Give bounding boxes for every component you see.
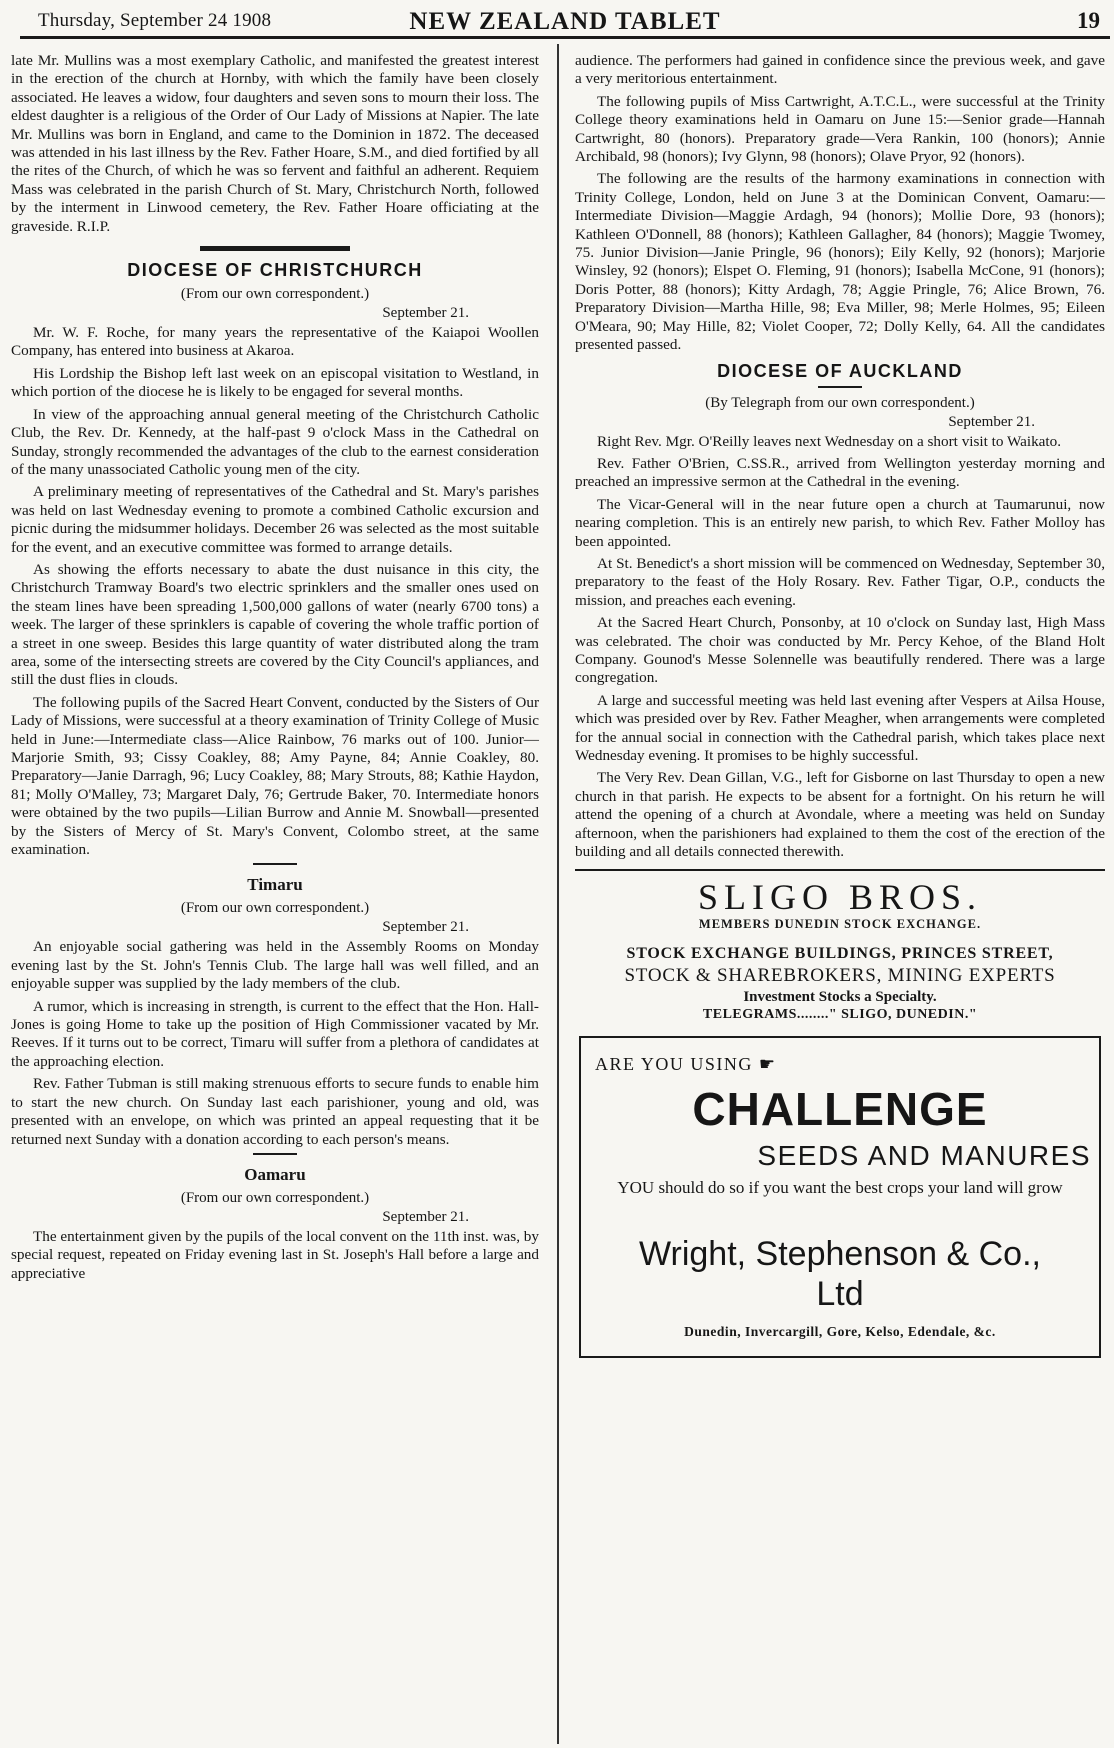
article-paragraph: As showing the efforts necessary to abate the dust nuisance in this city, the Christchurch Tramway Board's two electric sprinklers and the smaller ones used on the steam lines have been spreading 1,500,000 gallons of water (nearly 6700 tons) a week. The larger of these sprinklers is capable of covering the whole traffic portion of a street in one sweep. Besides this large quantity of water distributed along the tram area, some of the intersecting streets are covered by the City Council's appliances, and still the dust flies in clouds. bbox=[11, 560, 539, 689]
article-paragraph: The Very Rev. Dean Gillan, V.G., left for Gisborne on last Thursday to open a new church in that parish. He expects to be absent for a fortnight. On his return he will attend the opening of a church at Avondale, where a meeting was held on Sunday afternoon, when the parishioners had explained to them the cost of the erection of the building and all details connected therewith. bbox=[575, 769, 1105, 861]
article-paragraph: A preliminary meeting of representatives of the Cathedral and St. Mary's parishes was held on last Wednesday evening to promote a combined Catholic excursion and picnic during the midsummer holidays. December 26 was selected as the most suitable for the event, and an executive committee was formed to arrange details. bbox=[11, 483, 539, 556]
section-divider bbox=[818, 386, 862, 388]
article-paragraph: His Lordship the Bishop left last week on an episcopal visitation to Westland, in which portion of the diocese he is likely to be engaged for several months. bbox=[11, 364, 539, 401]
page-number: 19 bbox=[1077, 8, 1100, 33]
masthead bbox=[20, 6, 1110, 39]
left-column bbox=[11, 52, 539, 1287]
article-paragraph: At St. Benedict's a short mission will be commenced on Wednesday, September 30, preparatory to the feast of the Holy Rosary. Rev. Father Tigar, O.P., conducts the mission, and preaches each evening. bbox=[575, 554, 1105, 609]
article-paragraph: Rev. Father Tubman is still making strenuous efforts to secure funds to enable him to start the new church. On Sunday last each parishioner, young and old, was presented with an envelope, on which was printed an appeal requesting that it be returned next Sunday with a donation according to each person's means. bbox=[11, 1075, 539, 1148]
article-paragraph: Right Rev. Mgr. O'Reilly leaves next Wednesday on a short visit to Waikato. bbox=[597, 432, 1062, 450]
challenge-intro: ARE YOU USING ☛ bbox=[595, 1054, 777, 1075]
oamaru-continuation: audience. The performers had gained in confidence since the previous week, and gave a very meritorious entertainment. bbox=[575, 52, 1105, 88]
oamaru-heading: Oamaru bbox=[244, 1164, 306, 1184]
timaru-correspondent: (From our own correspondent.) bbox=[180, 900, 370, 917]
christchurch-heading: DIOCESE OF CHRISTCHURCH bbox=[127, 260, 423, 281]
column-divider bbox=[557, 44, 559, 1744]
article-paragraph: A rumor, which is increasing in strength, is current to the effect that the Hon. Hall-Jones is going Home to take up the position of High Commissioner vacated by Mr. Reeves. If it turns out to be correct, Timaru will suffer from a plethora of candidates at the approaching election. bbox=[11, 997, 539, 1070]
christchurch-correspondent: (From our own correspondent.) bbox=[180, 286, 370, 303]
timaru-dateline: September 21. bbox=[382, 919, 469, 936]
timaru-heading: Timaru bbox=[247, 875, 303, 895]
article-paragraph: The Vicar-General will in the near future open a church at Taumarunui, now nearing completion. This is an entirely new parish, to which Rev. Father Molloy has been appointed. bbox=[575, 495, 1105, 550]
challenge-brand: CHALLENGE bbox=[692, 1083, 988, 1136]
sligo-address: STOCK EXCHANGE BUILDINGS, PRINCES STREET, bbox=[626, 945, 1054, 963]
challenge-pitch: YOU should do so if you want the best crops your land will grow bbox=[617, 1178, 1063, 1198]
sligo-trade: STOCK & SHAREBROKERS, MINING EXPERTS bbox=[624, 965, 1056, 987]
section-divider bbox=[200, 246, 350, 251]
oamaru-dateline: September 21. bbox=[382, 1208, 469, 1225]
sligo-members-line: MEMBERS DUNEDIN STOCK EXCHANGE. bbox=[698, 917, 982, 932]
section-divider bbox=[253, 1153, 297, 1155]
challenge-firm-line1: Wright, Stephenson & Co., bbox=[639, 1235, 1041, 1274]
article-paragraph: In view of the approaching annual general meeting of the Christchurch Catholic Club, the Rev. Dr. Kennedy, at the half-past 9 o'clock Mass in the Cathedral on Sunday, strongly recommended the advantages of the club to the earnest consideration of the many unassociated Catholic young men of the city. bbox=[11, 405, 539, 478]
article-paragraph: At the Sacred Heart Church, Ponsonby, at 10 o'clock on Sunday last, High Mass was celebrated. The choir was conducted by Mr. Percy Kehoe, of the Bland Holt Company. Gounod's Messe Solennelle was beautifully rendered. There was a large congregation. bbox=[575, 614, 1105, 687]
article-paragraph: The following are the results of the harmony examinations in connection with Trinity College, London, held on June 3 at the Dominican Convent, Oamaru:—Intermediate Division—Maggie Ardagh, 94 (honors); Mollie Dore, 93 (honors); Kathleen O'Donnell, 88 (honors); Kathleen Gallagher, 84 (honors); Maggie Twomey, 75. Junior Division—Janie Pringle, 96 (honors); Eily Kelly, 92 (honors); Marjorie Winsley, 92 (honors); Elspet O. Fleming, 91 (honors); Isabella McCone, 91 (honors); Doris Potter, 88 (honors); Kitty Ardagh, 78; Aggie Pringle, 76; Alice Brown, 76. Preparatory Division—Martha Hille, 98; Eva Miller, 98; Merle Holmes, 95; Eileen O'Meara, 90; May Hille, 82; Violet Cooper, 72; Dolly Kelly, 64. All the candidates presented passed. bbox=[575, 170, 1105, 354]
sligo-firm-name: SLIGO BROS. bbox=[697, 877, 983, 918]
challenge-firm bbox=[581, 1234, 1099, 1314]
article-paragraph: Rev. Father O'Brien, C.SS.R., arrived from Wellington yesterday morning and preached an impressive sermon at the Cathedral in the evening. bbox=[575, 454, 1105, 491]
article-paragraph: A large and successful meeting was held last evening after Vespers at Ailsa House, which was presided over by Rev. Father Meagher, when arrangements were completed for the annual social in connection with the Cathedral parish, which takes place next Wednesday evening. It promises to be highly successful. bbox=[575, 691, 1105, 764]
article-paragraph: The following pupils of Miss Cartwright, A.T.C.L., were successful at the Trinity College theory examinations held in Oamaru on June 15:—Senior grade—Hannah Cartwright, 80 (honors). Preparatory grade—Vera Rankin, 100 (honors); Annie Archibald, 98 (honors); Ivy Glynn, 98 (honors); Olave Pryor, 92 (honors). bbox=[575, 92, 1105, 166]
sligo-advertisement bbox=[575, 877, 1105, 1024]
christchurch-dateline: September 21. bbox=[382, 305, 469, 322]
challenge-advertisement bbox=[579, 1036, 1101, 1358]
article-paragraph: Mr. W. F. Roche, for many years the representative of the Kaiapoi Woollen Company, has entered into business at Akaroa. bbox=[11, 324, 539, 360]
oamaru-correspondent: (From our own correspondent.) bbox=[180, 1189, 370, 1206]
right-column bbox=[575, 52, 1105, 1358]
sligo-telegrams: TELEGRAMS........" SLIGO, DUNEDIN." bbox=[702, 1007, 978, 1023]
article-paragraph: The entertainment given by the pupils of the local convent on the 11th inst. was, by special request, repeated on Friday evening last in St. Joseph's Hall before a large and appreciative bbox=[11, 1227, 539, 1282]
newspaper-title: NEW ZEALAND TABLET bbox=[409, 8, 721, 35]
issue-date: Thursday, September 24 1908 bbox=[38, 10, 272, 31]
challenge-firm-line2: Ltd bbox=[816, 1275, 864, 1314]
challenge-subtitle: SEEDS AND MANURES bbox=[757, 1140, 1091, 1172]
auckland-dateline: September 21. bbox=[948, 413, 1035, 430]
obituary-continuation: late Mr. Mullins was a most exemplary Catholic, and manifested the greatest interest in the erection of the church at Hornby, with which the family have been closely associated. He leaves a widow, four daughters and seven sons to mourn their loss. The eldest daughter is a religious of the Order of Our Lady of Missions at Napier. The late Mr. Mullins was born in England, and came to the Dominion in 1872. The deceased was attended in his last illness by the Rev. Father Hoare, S.M., and died fortified by all the rites of the Church, of which he was so fervent and faithful an adherent. Requiem Mass was celebrated in the parish Church of St. Mary, Christchurch North, followed by the interment in Linwood cemetery, the Rev. Father Hoare officiating at the graveside. R.I.P. bbox=[11, 52, 539, 235]
advertisement-divider bbox=[575, 869, 1105, 871]
article-paragraph: The following pupils of the Sacred Heart Convent, conducted by the Sisters of Our Lady of Missions, were successful at a theory examination of Trinity College of Music held in June:—Intermediate class—Alice Rainbow, 76 marks out of 100. Junior—Marjorie Smith, 93; Cissy Coakley, 88; Amy Payne, 84; Annie Coakley, 80. Preparatory—Janie Darragh, 96; Lucy Coakley, 88; Mary Strouts, 88; Kathie Haydon, 81; Molly O'Malley, 73; Margaret Daly, 76; Gertrude Baker, 70. Intermediate honors were obtained by the two pupils—Lilian Burrow and Annie M. Snowball—presented by the Sisters of Mercy of St. Mary's Convent, Colombo street, at the same examination. bbox=[11, 693, 539, 859]
challenge-locations: Dunedin, Invercargill, Gore, Kelso, Edendale, &c. bbox=[684, 1324, 996, 1340]
sligo-specialty: Investment Stocks a Specialty. bbox=[743, 989, 937, 1006]
auckland-heading: DIOCESE OF AUCKLAND bbox=[717, 360, 963, 381]
article-paragraph: An enjoyable social gathering was held in the Assembly Rooms on Monday evening last by the St. John's Tennis Club. The large hall was well filled, and an enjoyable supper was supplied by the lady members of the club. bbox=[11, 938, 539, 993]
auckland-correspondent: (By Telegraph from our own correspondent.) bbox=[705, 394, 975, 411]
section-divider bbox=[253, 863, 297, 865]
